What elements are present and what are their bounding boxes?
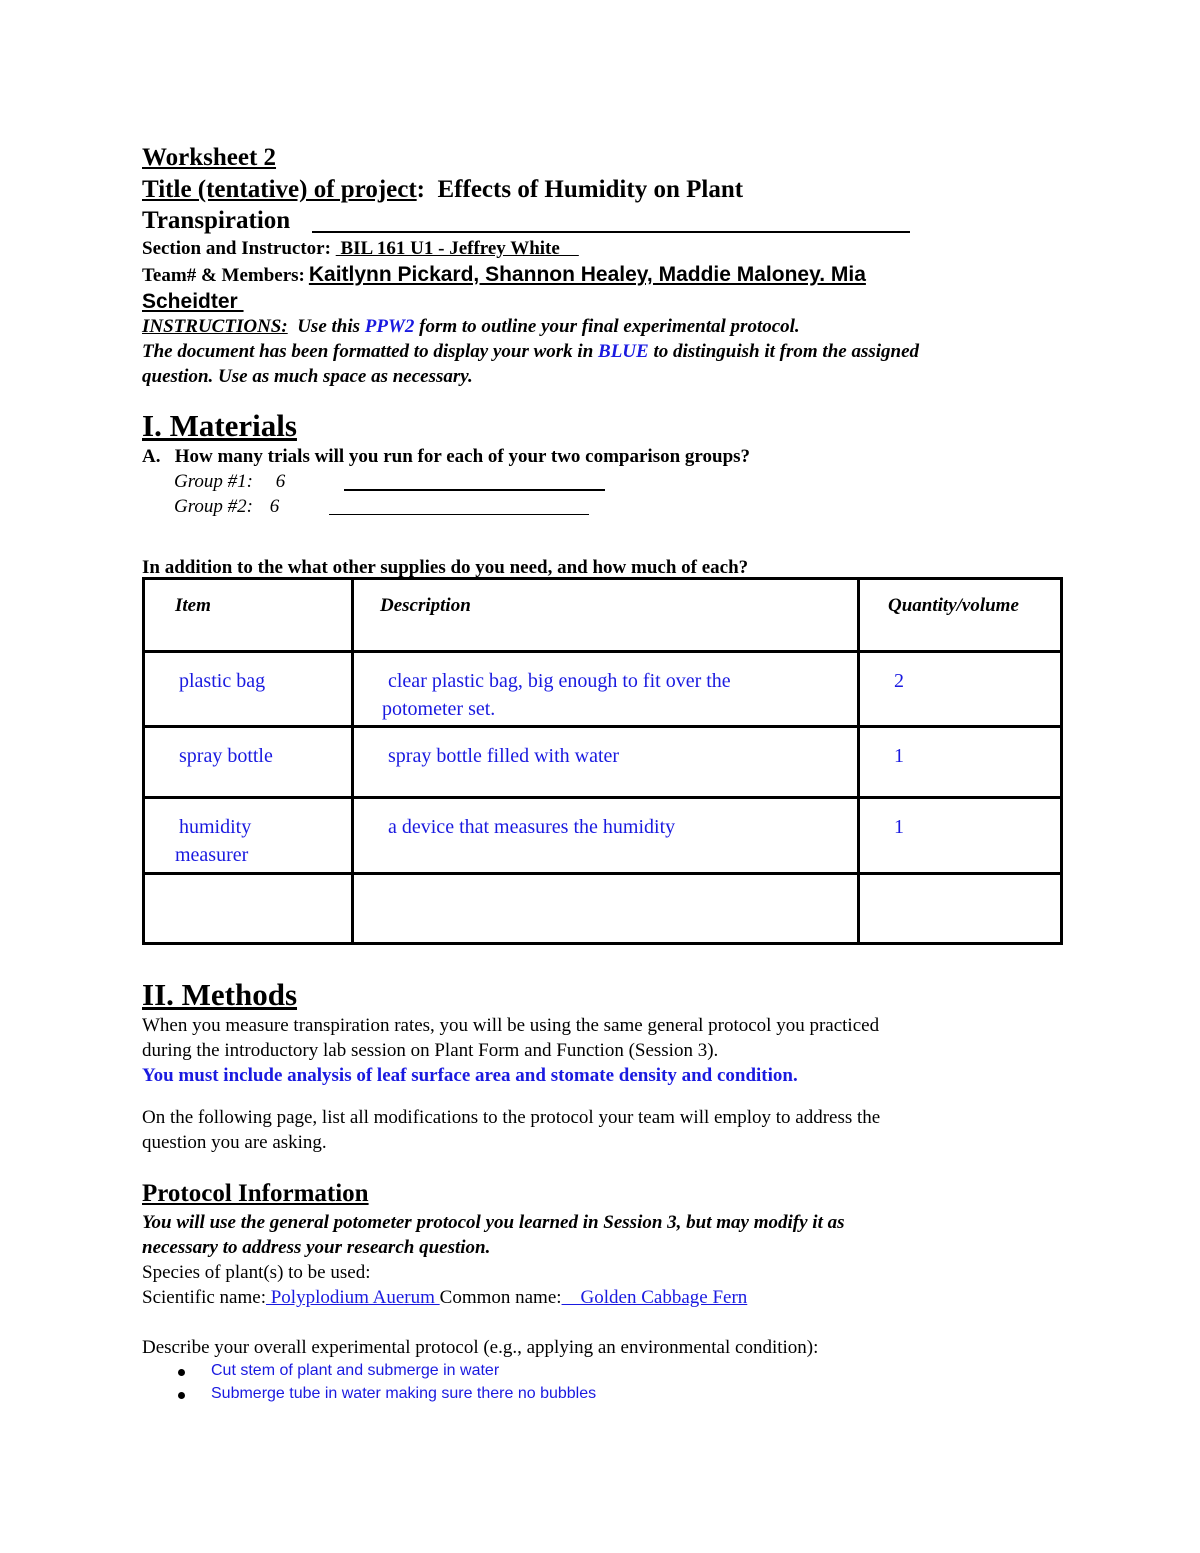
question-a — [142, 446, 750, 468]
team-value-line2: Scheidter — [142, 290, 244, 313]
common-name-label: Common name: — [439, 1287, 562, 1308]
scientific-name-label: Scientific name: — [142, 1287, 266, 1308]
protocol-step-1: Cut stem of plant and submerge in water — [211, 1362, 500, 1379]
header-quantity: Quantity/volume — [888, 595, 1019, 616]
section-instructor — [142, 238, 579, 260]
header-description: Description — [380, 595, 471, 616]
worksheet-title: Worksheet 2 — [142, 144, 277, 171]
methods-para2-line1: On the following page, list all modifications to the protocol your team will employ to address the — [142, 1107, 881, 1128]
instructions-text-b: form to outline your final experimental protocol. — [419, 316, 800, 337]
row3-item-line1: humidity — [179, 816, 252, 838]
group2-row — [174, 496, 279, 518]
row3-item-line2: measurer — [175, 844, 249, 866]
materials-heading: I. Materials — [142, 408, 297, 443]
group1-value: 6 — [275, 471, 286, 492]
row1-quantity: 2 — [894, 670, 904, 692]
cell-item — [144, 652, 353, 727]
project-title-colon: : — [416, 176, 425, 203]
row2-quantity: 1 — [894, 745, 904, 767]
row1-item: plastic bag — [179, 670, 266, 692]
species-label: Species of plant(s) to be used: — [142, 1262, 371, 1283]
cell-description — [353, 727, 859, 798]
supplies-table — [142, 577, 1063, 945]
scientific-name-value: Polyplodium Auerum — [265, 1287, 440, 1308]
methods-must-include: You must include analysis of leaf surface area and stomate density and condition. — [142, 1065, 798, 1086]
row2-description: spray bottle filled with water — [388, 745, 620, 767]
protocol-note-line2: necessary to address your research question. — [142, 1237, 491, 1258]
cell-item — [144, 798, 353, 874]
row1-description-line1: clear plastic bag, big enough to fit over the — [388, 670, 731, 692]
methods-para2-line2: question you are asking. — [142, 1132, 327, 1153]
title-underline — [312, 231, 910, 233]
instructions-text-d: to distinguish it from the assigned — [653, 341, 920, 362]
row3-description: a device that measures the humidity — [388, 816, 676, 838]
section-value: BIL 161 U1 - Jeffrey White — [335, 238, 579, 259]
instructions-line1 — [142, 316, 800, 338]
group1-line — [344, 489, 605, 491]
instructions-text-c: The document has been formatted to display your work in — [142, 341, 594, 362]
methods-heading: II. Methods — [142, 977, 298, 1012]
protocol-step-2: Submerge tube in water making sure there no bubbles — [211, 1385, 597, 1402]
row2-item: spray bottle — [179, 745, 273, 767]
bullet-icon — [178, 1392, 185, 1399]
group1-label: Group #1: — [174, 471, 253, 492]
question-a-text: How many trials will you run for each of your two comparison groups? — [174, 446, 751, 467]
row3-quantity: 1 — [894, 816, 904, 838]
cell-quantity — [859, 727, 1062, 798]
row1-description-line2: potometer set. — [382, 698, 496, 720]
group2-value: 6 — [269, 496, 280, 517]
cell-description — [353, 798, 859, 874]
question-a-letter: A. — [142, 446, 161, 467]
group2-label: Group #2: — [174, 496, 253, 517]
group1-row — [174, 471, 285, 493]
common-name-value: Golden Cabbage Fern — [561, 1287, 748, 1308]
supplies-question: In addition to the what other supplies do you need, and how much of each? — [142, 557, 749, 578]
protocol-heading: Protocol Information — [142, 1180, 369, 1207]
bullet-icon — [178, 1369, 185, 1376]
project-title-value: Effects of Humidity on Plant — [437, 176, 744, 203]
table-row-empty — [144, 874, 1062, 944]
cell-empty — [353, 874, 859, 944]
cell-item — [144, 727, 353, 798]
instructions-label: INSTRUCTIONS: — [142, 316, 288, 337]
instructions-blue-word: BLUE — [598, 341, 649, 362]
names-row — [142, 1287, 747, 1309]
methods-para1-line2: during the introductory lab session on Plant Form and Function (Session 3). — [142, 1040, 719, 1061]
table-row — [144, 652, 1062, 727]
header-item: Item — [175, 595, 211, 616]
cell-empty — [144, 874, 353, 944]
cell-quantity — [859, 798, 1062, 874]
group2-line — [329, 514, 589, 515]
header-cell-quantity — [859, 579, 1062, 652]
cell-quantity — [859, 652, 1062, 727]
team-members — [142, 263, 866, 287]
cell-empty — [859, 874, 1062, 944]
project-title-line1 — [142, 176, 743, 204]
instructions-text-a: Use this — [297, 316, 361, 337]
project-title-label: Title (tentative) of project — [142, 176, 417, 203]
team-value-line1: Kaitlynn Pickard, Shannon Healey, Maddie Maloney. Mia — [308, 263, 866, 286]
header-cell-description — [353, 579, 859, 652]
project-title-line2: Transpiration — [142, 207, 291, 234]
header-cell-item — [144, 579, 353, 652]
instructions-ppw2: PPW2 — [364, 316, 415, 337]
instructions-line2 — [142, 341, 919, 363]
describe-protocol-label: Describe your overall experimental protocol (e.g., applying an environmental condition): — [142, 1337, 819, 1358]
section-label: Section and Instructor: — [142, 238, 331, 259]
team-label: Team# & Members: — [142, 265, 305, 286]
table-header-row — [144, 579, 1062, 652]
table-row — [144, 727, 1062, 798]
cell-description — [353, 652, 859, 727]
table-row — [144, 798, 1062, 874]
methods-para1-line1: When you measure transpiration rates, you will be using the same general protocol you practiced — [142, 1015, 880, 1036]
protocol-note-line1: You will use the general potometer protocol you learned in Session 3, but may modify it as — [142, 1212, 845, 1233]
instructions-line3: question. Use as much space as necessary. — [142, 366, 473, 387]
